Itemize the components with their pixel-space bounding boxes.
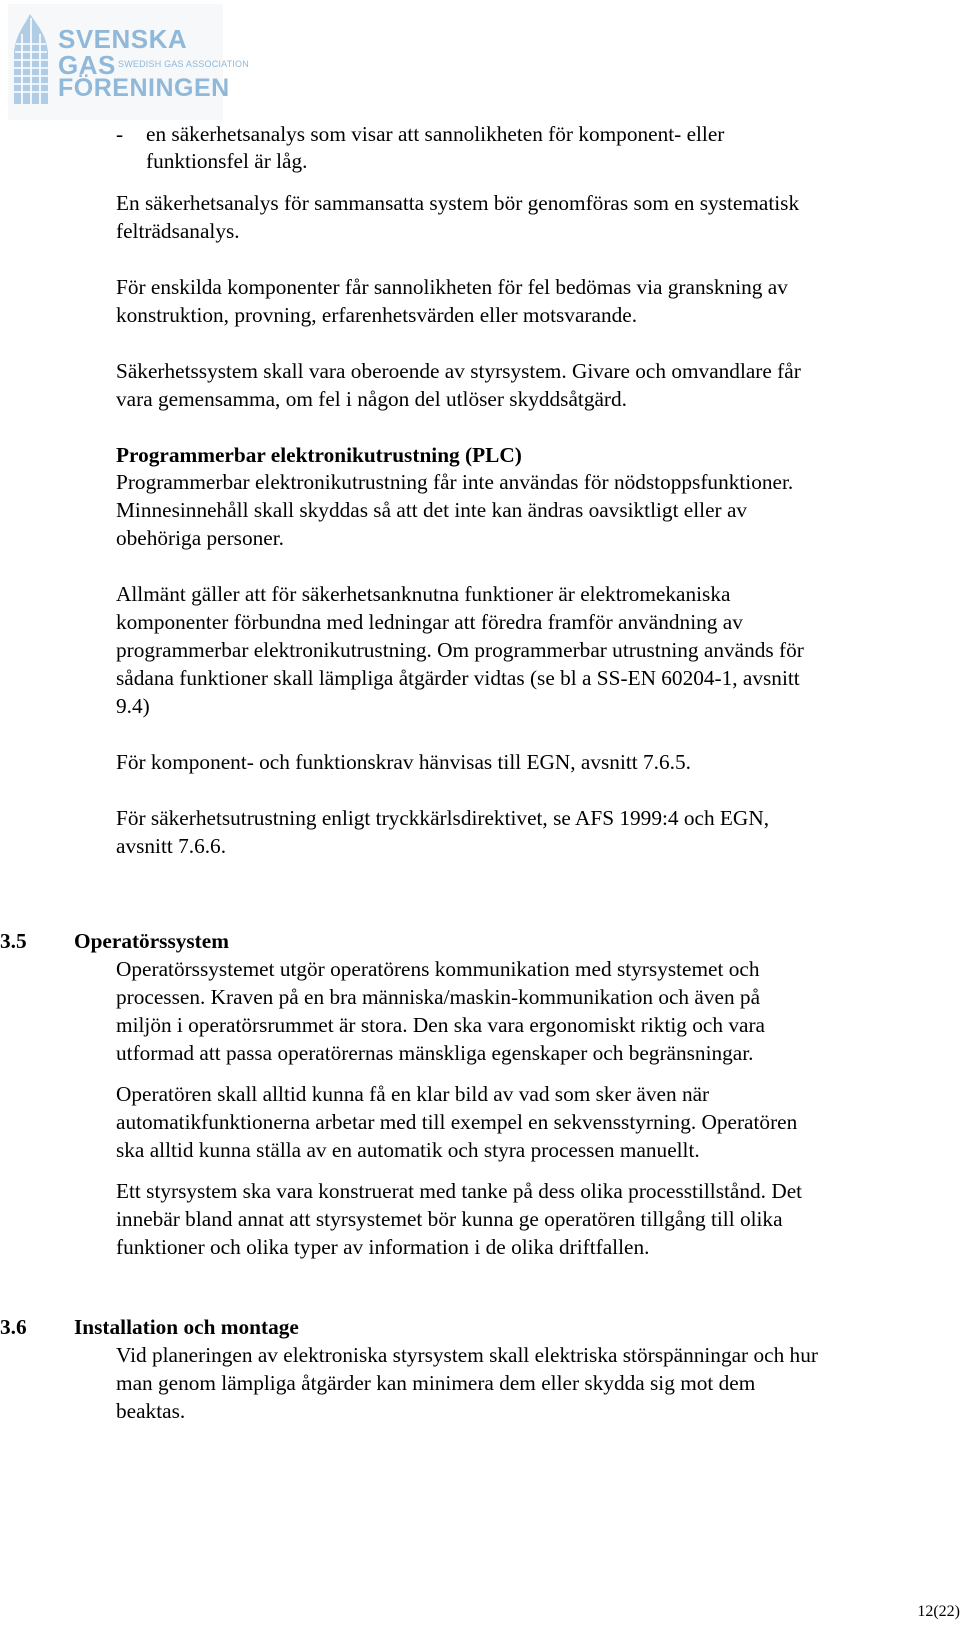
paragraph-line: Säkerhetssystem skall vara oberoende av styrsystem. Givare och omvandlare får — [116, 359, 801, 383]
paragraph-line: automatikfunktionerna arbetar med till exempel en sekvensstyrning. Operatören — [116, 1110, 798, 1134]
page-number: 12(22) — [917, 1603, 960, 1620]
paragraph-line: man genom lämpliga åtgärder kan minimera dem eller skydda sig mot dem — [116, 1371, 756, 1395]
paragraph-line: obehöriga personer. — [116, 526, 284, 550]
bullet-line: funktionsfel är låg. — [146, 149, 308, 173]
paragraph-line: funktioner och olika typer av information i de olika driftfallen. — [116, 1235, 650, 1259]
paragraph-line: beaktas. — [116, 1399, 186, 1423]
section-number: 3.5 — [0, 929, 27, 953]
paragraph-line: programmerbar elektronikutrustning. Om programmerbar utrustning används för — [116, 638, 804, 662]
logo-text-gas: GAS — [58, 50, 116, 80]
paragraph-line: 9.4) — [116, 694, 150, 718]
paragraph-line: ska alltid kunna ställa av en automatik och styra processen manuellt. — [116, 1138, 700, 1162]
paragraph-line: Programmerbar elektronikutrustning får inte användas för nödstoppsfunktioner. — [116, 470, 794, 494]
section-title: Operatörssystem — [74, 929, 229, 953]
paragraph-line: Allmänt gäller att för säkerhetsanknutna funktioner är elektromekaniska — [116, 582, 731, 606]
paragraph-line: innebär bland annat att styrsystemet bör kunna ge operatören tillgång till olika — [116, 1207, 783, 1231]
paragraph-line: För komponent- och funktionskrav hänvisas till EGN, avsnitt 7.6.5. — [116, 750, 691, 774]
bullet-line: en säkerhetsanalys som visar att sannolikheten för komponent- eller — [146, 122, 725, 146]
subheading-plc: Programmerbar elektronikutrustning (PLC) — [116, 443, 522, 467]
paragraph-line: För säkerhetsutrustning enligt tryckkärlsdirektivet, se AFS 1999:4 och EGN, — [116, 806, 770, 830]
paragraph-line: avsnitt 7.6.6. — [116, 834, 227, 858]
paragraph-line: Vid planeringen av elektroniska styrsystem skall elektriska störspänningar och hur — [116, 1343, 818, 1367]
paragraph-line: Operatören skall alltid kunna få en klar bild av vad som sker även när — [116, 1082, 710, 1106]
paragraph-line: komponenter förbundna med ledningar att föredra framför användning av — [116, 610, 743, 634]
logo — [8, 4, 249, 120]
paragraph-line: konstruktion, provning, erfarenhetsvärden eller motsvarande. — [116, 303, 638, 327]
section-title: Installation och montage — [74, 1315, 299, 1339]
paragraph-line: sådana funktioner skall lämpliga åtgärder vidtas (se bl a SS-EN 60204-1, avsnitt — [116, 666, 800, 690]
paragraph-line: felträdsanalys. — [116, 219, 240, 243]
section-number: 3.6 — [0, 1315, 27, 1339]
logo-text-association: SWEDISH GAS ASSOCIATION — [118, 59, 249, 69]
paragraph-line: utformad att passa operatörernas mänskliga egenskaper och begränsningar. — [116, 1041, 754, 1065]
paragraph-line: vara gemensamma, om fel i någon del utlöser skyddsåtgärd. — [116, 387, 627, 411]
paragraph-line: För enskilda komponenter får sannolikheten för fel bedömas via granskning av — [116, 275, 788, 299]
paragraph-line: miljön i operatörsrummet är stora. Den ska vara ergonomiskt riktig och vara — [116, 1013, 765, 1037]
bullet-marker: - — [116, 122, 124, 146]
paragraph-line: En säkerhetsanalys för sammansatta system bör genomföras som en systematisk — [116, 191, 800, 215]
paragraph-line: Minnesinnehåll skall skyddas så att det inte kan ändras oavsiktligt eller av — [116, 498, 748, 522]
logo-text-svenska: SVENSKA — [58, 24, 188, 54]
paragraph-line: Ett styrsystem ska vara konstruerat med tanke på dess olika processtillstånd. Det — [116, 1179, 803, 1203]
paragraph-line: Operatörssystemet utgör operatörens kommunikation med styrsystemet och — [116, 957, 760, 981]
logo-text-foreningen: FÖRENINGEN — [58, 74, 230, 102]
paragraph-line: processen. Kraven på en bra människa/maskin-kommunikation och även på — [116, 985, 761, 1009]
